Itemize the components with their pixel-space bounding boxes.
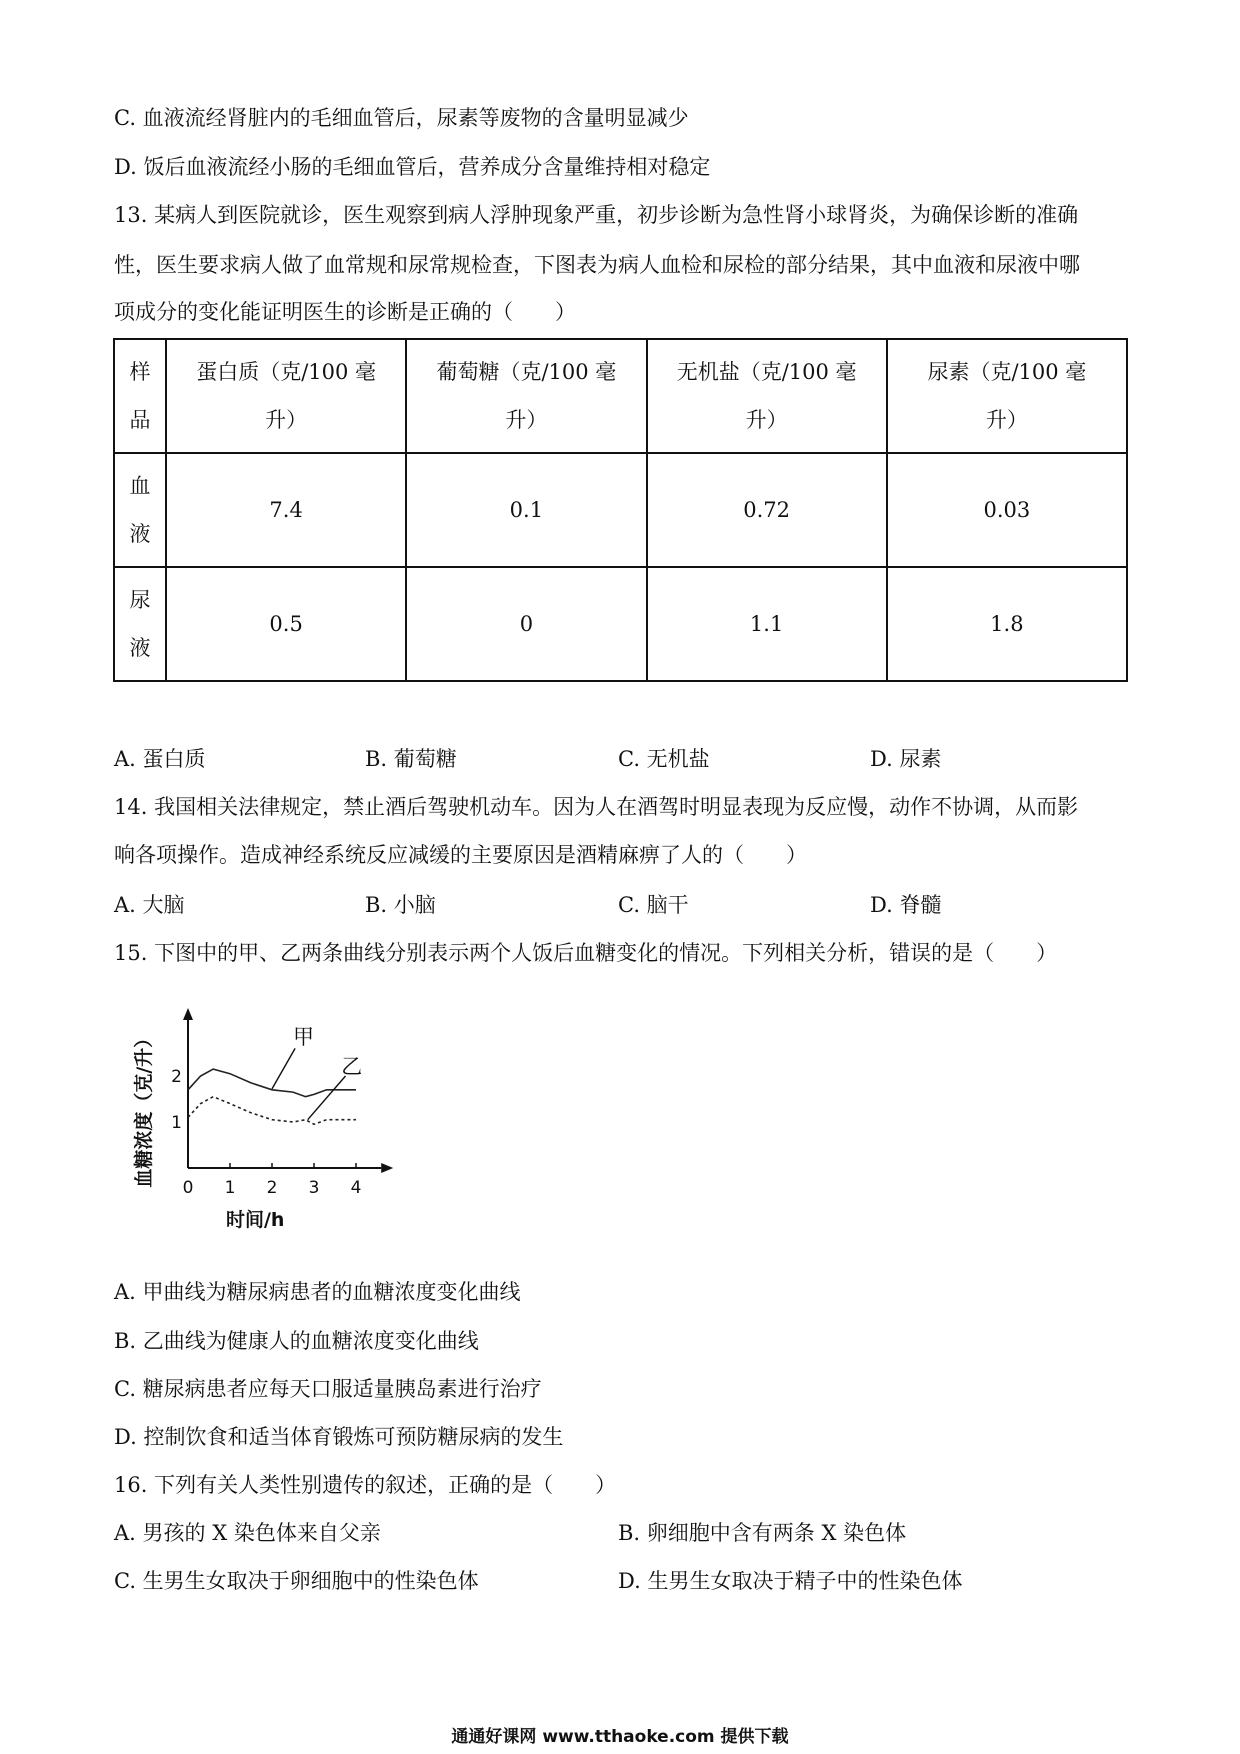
x-tick-label: 3 <box>308 1178 320 1198</box>
cell-urine-urea: 1.8 <box>887 567 1127 681</box>
q16-stem: 16. 下列有关人类性别遗传的叙述，正确的是（ ） <box>114 1473 617 1497</box>
q14-stem-line-2: 响各项操作。造成神经系统反应减缓的主要原因是酒精麻痹了人的（ ） <box>114 843 807 867</box>
q12-option-d: D. 饭后血液流经小肠的毛细血管后，营养成分含量维持相对稳定 <box>114 155 711 179</box>
x-axis-label: 时间/h <box>225 1209 285 1231</box>
cell-blood-glucose: 0.1 <box>406 453 646 567</box>
y-axis-arrow <box>183 1008 193 1020</box>
q15-option-d: D. 控制饮食和适当体育锻炼可预防糖尿病的发生 <box>114 1425 564 1449</box>
table-row-blood <box>114 453 1127 567</box>
x-tick-label: 2 <box>266 1178 278 1198</box>
q15-stem: 15. 下图中的甲、乙两条曲线分别表示两个人饭后血糖变化的情况。下列相关分析，错误的是（ ） <box>114 941 1058 965</box>
q13-option-b: B. 葡萄糖 <box>365 747 457 771</box>
blood-urine-table <box>113 338 1128 682</box>
table-row-urine <box>114 567 1127 681</box>
q16-option-d: D. 生男生女取决于精子中的性染色体 <box>618 1569 963 1593</box>
chart-axes <box>183 1008 393 1173</box>
series-1-leader <box>272 1048 295 1088</box>
q14-stem-line-1: 14. 我国相关法律规定，禁止酒后驾驶机动车。因为人在酒驾时明显表现为反应慢，动作不协调，从而影 <box>114 795 1079 819</box>
series-2-leader <box>308 1076 346 1120</box>
x-tick-label: 0 <box>182 1178 194 1198</box>
series-line-2 <box>188 1097 356 1125</box>
q14-option-a: A. 大脑 <box>114 893 185 917</box>
q14-option-d: D. 脊髓 <box>870 893 942 917</box>
cell-blood-urea: 0.03 <box>887 453 1127 567</box>
q15-option-b: B. 乙曲线为健康人的血糖浓度变化曲线 <box>114 1329 479 1353</box>
chart-series <box>188 1069 356 1124</box>
table-header-row <box>114 339 1127 453</box>
chart-labels <box>132 1025 362 1231</box>
cell-urine-protein: 0.5 <box>166 567 406 681</box>
q16-option-b: B. 卵细胞中含有两条 X 染色体 <box>618 1521 907 1545</box>
q13-stem-line-3: 项成分的变化能证明医生的诊断是正确的（ ） <box>114 300 576 324</box>
q12-option-c: C. 血液流经肾脏内的毛细血管后，尿素等废物的含量明显减少 <box>114 106 689 130</box>
cell-urine-glucose: 0 <box>406 567 646 681</box>
q13-option-a: A. 蛋白质 <box>114 747 206 771</box>
q16-option-c: C. 生男生女取决于卵细胞中的性染色体 <box>114 1569 479 1593</box>
header-sample: 样 品 <box>114 339 166 453</box>
cell-blood-salt: 0.72 <box>647 453 887 567</box>
y-tick-label: 2 <box>171 1067 182 1087</box>
q13-option-c: C. 无机盐 <box>618 747 710 771</box>
row-label-blood: 血 液 <box>114 453 166 567</box>
row-label-urine: 尿 液 <box>114 567 166 681</box>
x-axis-arrow <box>381 1163 393 1173</box>
header-urea: 尿素（克/100 毫 升） <box>887 339 1127 453</box>
header-glucose: 葡萄糖（克/100 毫 升） <box>406 339 646 453</box>
series-2-name: 乙 <box>341 1054 363 1079</box>
series-1-name: 甲 <box>293 1024 314 1049</box>
q13-stem-line-1: 13. 某病人到医院就诊，医生观察到病人浮肿现象严重，初步诊断为急性肾小球肾炎，为确保诊断的准确 <box>114 203 1079 227</box>
header-salt: 无机盐（克/100 毫 升） <box>647 339 887 453</box>
q15-option-c: C. 糖尿病患者应每天口服适量胰岛素进行治疗 <box>114 1377 542 1401</box>
page-footer: 通通好课网 www.tthaoke.com 提供下载 <box>451 1727 789 1747</box>
header-protein: 蛋白质（克/100 毫 升） <box>166 339 406 453</box>
q15-option-a: A. 甲曲线为糖尿病患者的血糖浓度变化曲线 <box>114 1280 521 1304</box>
q16-option-a: A. 男孩的 X 染色体来自父亲 <box>114 1521 381 1545</box>
blood-sugar-chart <box>130 1000 410 1245</box>
y-axis-label: 血糖浓度（克/升） <box>133 1028 155 1188</box>
cell-blood-protein: 7.4 <box>166 453 406 567</box>
y-tick-label: 1 <box>171 1113 182 1133</box>
x-tick-label: 4 <box>350 1178 362 1198</box>
x-tick-label: 1 <box>224 1178 236 1198</box>
q13-stem-line-2: 性，医生要求病人做了血常规和尿常规检查，下图表为病人血检和尿检的部分结果，其中血液和尿液中哪 <box>114 253 1080 277</box>
cell-urine-salt: 1.1 <box>647 567 887 681</box>
q14-option-b: B. 小脑 <box>365 893 436 917</box>
q13-option-d: D. 尿素 <box>870 747 942 771</box>
q14-option-c: C. 脑干 <box>618 893 689 917</box>
